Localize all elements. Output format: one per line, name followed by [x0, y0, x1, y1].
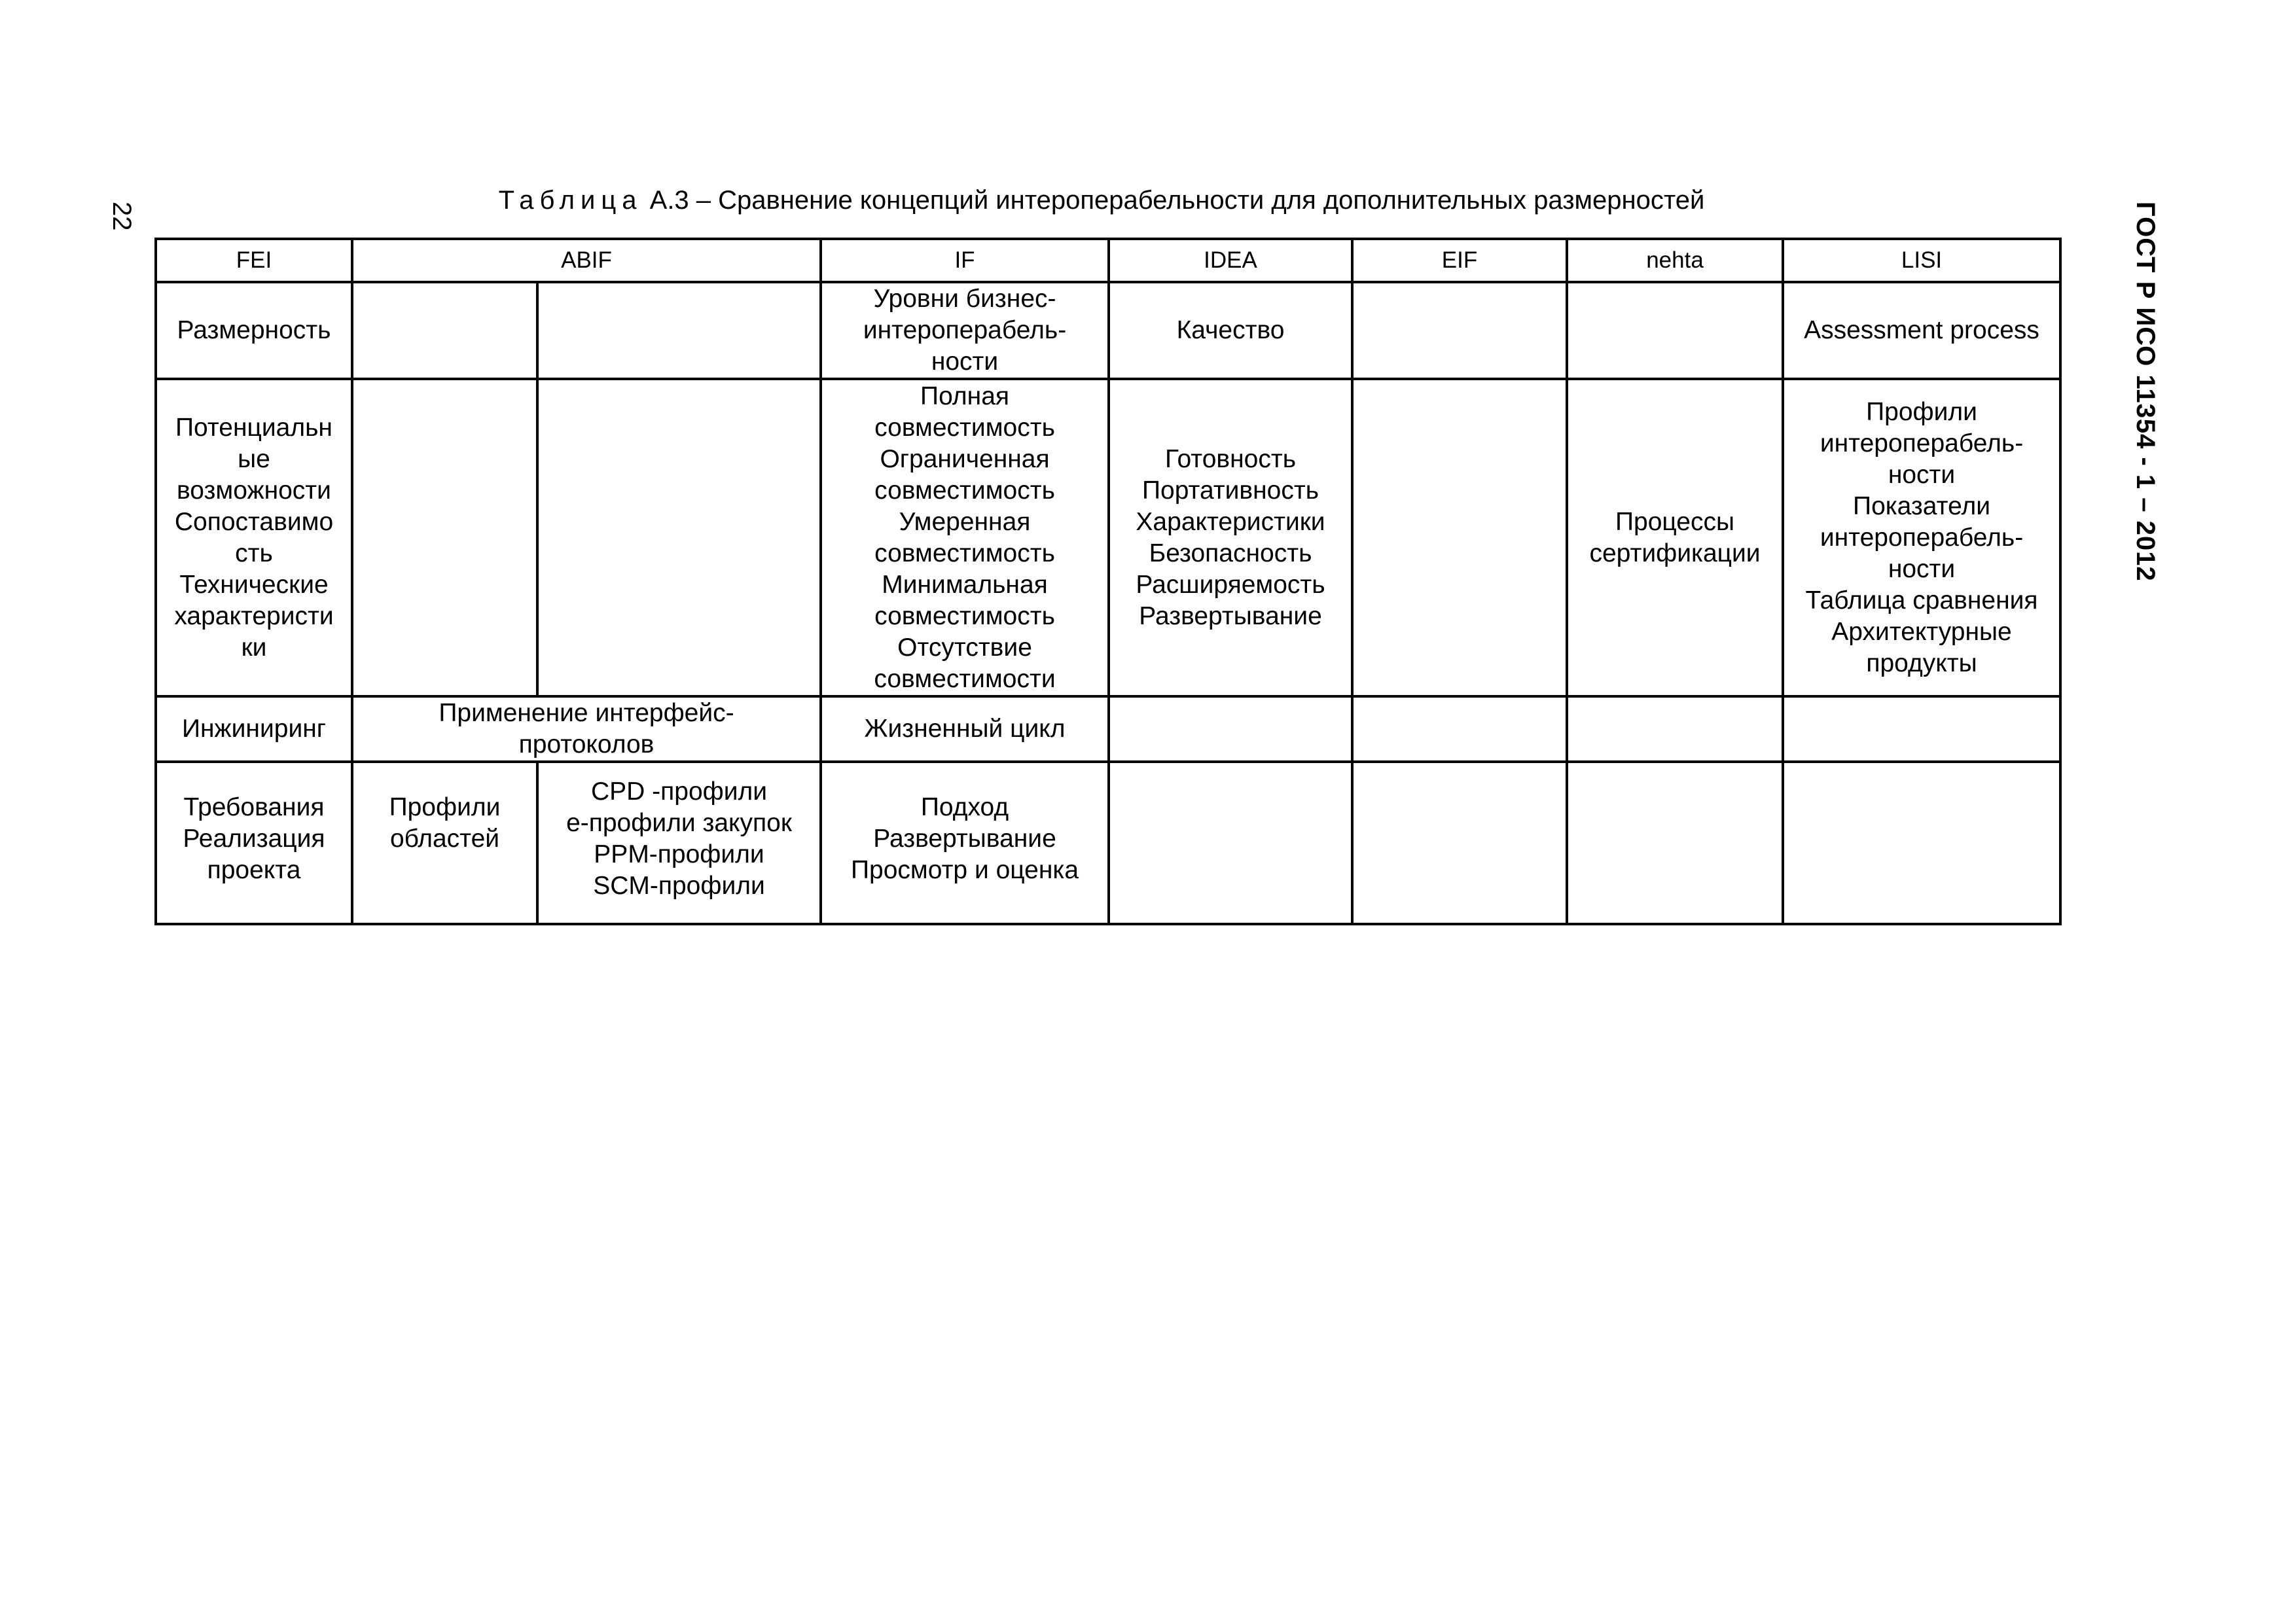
- header-idea: IDEA: [1109, 239, 1352, 282]
- cell-idea: [1109, 282, 1352, 379]
- cell-text-line: ые: [238, 444, 270, 473]
- cell-fei: [156, 762, 352, 924]
- cell-text-line: Ограниченная: [880, 444, 1050, 473]
- cell-text-line: Готовность: [1164, 444, 1297, 473]
- cell-eif: [1352, 379, 1567, 696]
- cell-eif: [1352, 762, 1567, 924]
- cell-text-line: проекта: [207, 856, 301, 884]
- cell-text-line: Инжиниринг: [181, 715, 326, 743]
- cell-if: [821, 379, 1109, 696]
- cell-text-line: Применение интерфейс-: [439, 699, 734, 727]
- cell-idea: [1109, 379, 1352, 696]
- cell-text-line: Полная: [920, 382, 1009, 410]
- cell-text-line: Процессы: [1615, 507, 1735, 536]
- table-header-row: [156, 239, 2060, 282]
- cell-text-line: совместимость: [874, 601, 1055, 630]
- table-row: [156, 379, 2060, 696]
- cell-idea: [1109, 696, 1352, 762]
- cell-nehta: [1567, 696, 1783, 762]
- cell-text-line: Умеренная: [899, 507, 1031, 536]
- cell-lisi: [1783, 282, 2060, 379]
- cell-lisi: [1783, 696, 2060, 762]
- cell-text-line: совместимости: [874, 664, 1056, 693]
- cell-nehta: [1567, 379, 1783, 696]
- cell-text-line: продукты: [1866, 649, 1977, 677]
- cell-abif-b: [537, 379, 821, 696]
- cell-text-line: SCM-профили: [593, 872, 765, 900]
- cell-text-line: Просмотр и оценка: [851, 856, 1079, 884]
- cell-text-line: интероперабель-: [1820, 523, 2024, 552]
- cell-abif-b: [537, 762, 821, 924]
- cell-abif-a: [352, 379, 537, 696]
- cell-text-line: Сопоставимо: [174, 507, 334, 536]
- cell-text-line: Потенциальн: [175, 413, 332, 442]
- cell-text-line: сть: [235, 539, 273, 567]
- cell-text-line: совместимость: [874, 539, 1055, 567]
- cell-fei: [156, 379, 352, 696]
- cell-text-line: возможности: [177, 476, 331, 505]
- cell-text-line: совместимость: [874, 413, 1055, 442]
- cell-text-line: областей: [389, 825, 500, 853]
- caption-prefix: Таблица: [498, 186, 643, 215]
- cell-if: [821, 762, 1109, 924]
- table-row: [156, 282, 2060, 379]
- cell-text-line: Реализация: [183, 825, 325, 853]
- cell-nehta: [1567, 762, 1783, 924]
- cell-abif-a: [352, 762, 537, 924]
- cell-text-line: Развертывание: [873, 825, 1056, 853]
- cell-text-line: Развертывание: [1139, 601, 1322, 630]
- cell-text-line: е-профили закупок: [566, 809, 792, 837]
- cell-text-line: Отсутствие: [897, 633, 1032, 662]
- cell-text-line: Подход: [920, 793, 1009, 821]
- header-abif: ABIF: [352, 239, 821, 282]
- cell-text-line: ности: [1888, 554, 1956, 583]
- table-caption: [149, 186, 2054, 215]
- cell-eif: [1352, 696, 1567, 762]
- cell-text-line: Профили: [1866, 397, 1977, 426]
- cell-text-line: ки: [241, 633, 267, 662]
- cell-text-line: характеристи: [174, 601, 334, 630]
- standard-reference: ГОСТ Р ИСО 11354 - 1 – 2012: [2131, 202, 2160, 582]
- cell-text-line: Расширяемость: [1136, 570, 1325, 599]
- table-row: [156, 762, 2060, 924]
- cell-text-line: Assessment process: [1804, 316, 2039, 344]
- cell-text-line: Характеристики: [1136, 507, 1325, 536]
- cell-text-line: PPM-профили: [594, 840, 764, 868]
- header-eif: EIF: [1352, 239, 1567, 282]
- cell-text-line: Минимальная: [882, 570, 1048, 599]
- cell-if: [821, 696, 1109, 762]
- cell-text-line: Технические: [179, 570, 329, 599]
- header-if: IF: [821, 239, 1109, 282]
- cell-lisi: [1783, 762, 2060, 924]
- header-nehta: nehta: [1567, 239, 1783, 282]
- cell-text-line: Уровни бизнес-: [873, 285, 1056, 313]
- cell-text-line: Архитектурные: [1831, 617, 2012, 646]
- cell-abif-b: [537, 282, 821, 379]
- cell-abif-a: [352, 282, 537, 379]
- comparison-table: [154, 238, 2062, 925]
- cell-text-line: интероперабель-: [1820, 429, 2024, 457]
- cell-text-line: ности: [1888, 460, 1956, 489]
- table-row: [156, 696, 2060, 762]
- cell-text-line: ности: [931, 348, 999, 376]
- cell-eif: [1352, 282, 1567, 379]
- header-lisi: LISI: [1783, 239, 2060, 282]
- cell-text-line: Качество: [1176, 316, 1285, 344]
- cell-nehta: [1567, 282, 1783, 379]
- cell-text-line: CPD -профили: [590, 777, 768, 806]
- page-number: 22: [107, 202, 136, 231]
- cell-fei: [156, 282, 352, 379]
- cell-if: [821, 282, 1109, 379]
- cell-text-line: интероперабель-: [863, 316, 1067, 344]
- cell-text-line: Таблица сравнения: [1805, 586, 2038, 615]
- cell-text-line: Безопасность: [1149, 539, 1312, 567]
- header-fei: FEI: [156, 239, 352, 282]
- caption-text: А.3 – Сравнение концепций интероперабельности для дополнительных размерностей: [649, 186, 1705, 215]
- cell-text-line: Портативность: [1141, 476, 1319, 505]
- cell-fei: [156, 696, 352, 762]
- cell-text-line: Жизненный цикл: [864, 715, 1066, 743]
- cell-text-line: протоколов: [518, 730, 655, 758]
- cell-lisi: [1783, 379, 2060, 696]
- cell-text-line: Требования: [183, 793, 325, 821]
- cell-text-line: Показатели: [1853, 491, 1990, 520]
- cell-text-line: Размерность: [177, 316, 331, 344]
- cell-abif: [352, 696, 821, 762]
- cell-idea: [1109, 762, 1352, 924]
- cell-text-line: совместимость: [874, 476, 1055, 505]
- cell-text-line: Профили: [389, 793, 501, 821]
- cell-text-line: сертификации: [1589, 539, 1761, 567]
